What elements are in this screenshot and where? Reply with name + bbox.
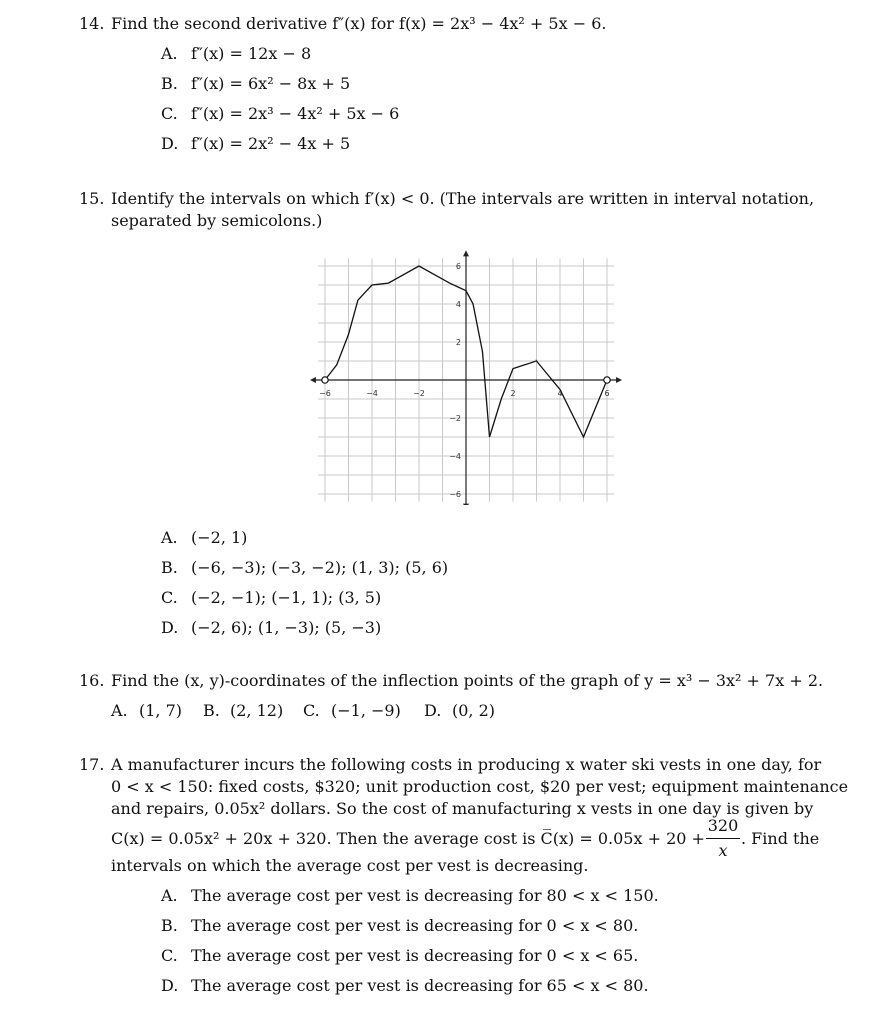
option-text: f″(x) = 6x² − 8x + 5 xyxy=(191,74,351,93)
question-text-line-4a: C(x) = 0.05x² + 20x + 320. Then the average cost is C̅(x) = 0.05x + 20 + xyxy=(111,829,705,848)
option-letter: B. xyxy=(161,558,178,577)
x-tick-label: 2 xyxy=(510,389,516,398)
question-prompt-line-1: Identify the intervals on which f′(x) < 0. (The intervals are written in interval notation, xyxy=(111,189,815,208)
option-letter: D. xyxy=(161,618,179,637)
option-text: (−1, −9) xyxy=(331,701,401,720)
option-text: The average cost per vest is decreasing for 65 < x < 80. xyxy=(191,976,649,995)
question-text-line-1: A manufacturer incurs the following costs in producing x water ski vests in one day, for xyxy=(111,755,822,774)
question-prompt: Find the (x, y)-coordinates of the inflection points of the graph of y = x³ − 3x² + 7x + 2. xyxy=(111,671,824,690)
y-tick-label: 2 xyxy=(455,338,461,347)
option-text: (−2, −1); (−1, 1); (3, 5) xyxy=(191,588,382,607)
option-letter: C. xyxy=(161,946,178,965)
x-tick-label: −2 xyxy=(413,389,425,398)
question-text-line-5: intervals on which the average cost per vest is decreasing. xyxy=(111,856,589,875)
y-tick-label: −4 xyxy=(449,452,461,461)
question-number: 14. xyxy=(79,14,105,33)
x-axis-arrow-right xyxy=(616,377,622,383)
option-text: (2, 12) xyxy=(230,701,284,720)
x-tick-label: −6 xyxy=(319,389,331,398)
question-prompt: Find the second derivative f″(x) for f(x) = 2x³ − 4x² + 5x − 6. xyxy=(111,14,607,33)
option-letter: A. xyxy=(161,886,178,905)
y-tick-label: 6 xyxy=(455,262,461,271)
x-axis-arrow-left xyxy=(310,377,316,383)
option-text: The average cost per vest is decreasing for 80 < x < 150. xyxy=(191,886,659,905)
y-tick-label: 4 xyxy=(455,300,461,309)
option-letter: C. xyxy=(303,701,320,720)
option-text: (−2, 6); (1, −3); (5, −3) xyxy=(191,618,382,637)
option-text: (1, 7) xyxy=(139,701,183,720)
fraction-denominator: x xyxy=(718,841,728,860)
open-endpoint-marker xyxy=(322,377,328,383)
option-text: f″(x) = 12x − 8 xyxy=(191,44,312,63)
y-axis-arrow-down xyxy=(463,504,469,505)
question-number: 16. xyxy=(79,671,105,690)
option-text: The average cost per vest is decreasing for 0 < x < 65. xyxy=(191,946,639,965)
x-tick-label: 6 xyxy=(604,389,610,398)
option-letter: A. xyxy=(111,701,128,720)
x-tick-label: 4 xyxy=(557,389,563,398)
question-text-line-4b: . Find the xyxy=(741,829,820,848)
x-tick-label: −4 xyxy=(366,389,378,398)
option-letter: D. xyxy=(161,976,179,995)
option-letter: D. xyxy=(424,701,442,720)
option-text: (0, 2) xyxy=(452,701,496,720)
option-letter: A. xyxy=(161,528,178,547)
option-text: (−2, 1) xyxy=(191,528,248,547)
option-letter: B. xyxy=(161,74,178,93)
question-text-line-3: and repairs, 0.05x² dollars. So the cost of manufacturing x vests in one day is given by xyxy=(111,799,814,818)
function-graph xyxy=(310,250,625,505)
option-letter: C. xyxy=(161,588,178,607)
option-text: The average cost per vest is decreasing for 0 < x < 80. xyxy=(191,916,639,935)
option-letter: D. xyxy=(161,134,179,153)
option-letter: B. xyxy=(161,916,178,935)
option-text: f″(x) = 2x² − 4x + 5 xyxy=(191,134,351,153)
fraction xyxy=(706,816,740,862)
question-prompt-line-2: separated by semicolons.) xyxy=(111,211,323,230)
option-letter: A. xyxy=(161,44,178,63)
question-number: 17. xyxy=(79,755,105,774)
question-text-line-2: 0 < x < 150: fixed costs, $320; unit production cost, $20 per vest; equipment maintenance xyxy=(111,777,849,796)
y-tick-label: −6 xyxy=(449,490,461,499)
option-letter: C. xyxy=(161,104,178,123)
option-text: f″(x) = 2x³ − 4x² + 5x − 6 xyxy=(191,104,400,123)
fraction-bar xyxy=(706,838,740,839)
y-axis-arrow-up xyxy=(463,250,469,256)
fraction-numerator: 320 xyxy=(707,816,739,835)
question-number: 15. xyxy=(79,189,105,208)
graph-axes xyxy=(310,250,622,505)
option-text: (−6, −3); (−3, −2); (1, 3); (5, 6) xyxy=(191,558,449,577)
y-tick-label: −2 xyxy=(449,414,461,423)
open-endpoint-marker xyxy=(604,377,610,383)
option-letter: B. xyxy=(203,701,220,720)
